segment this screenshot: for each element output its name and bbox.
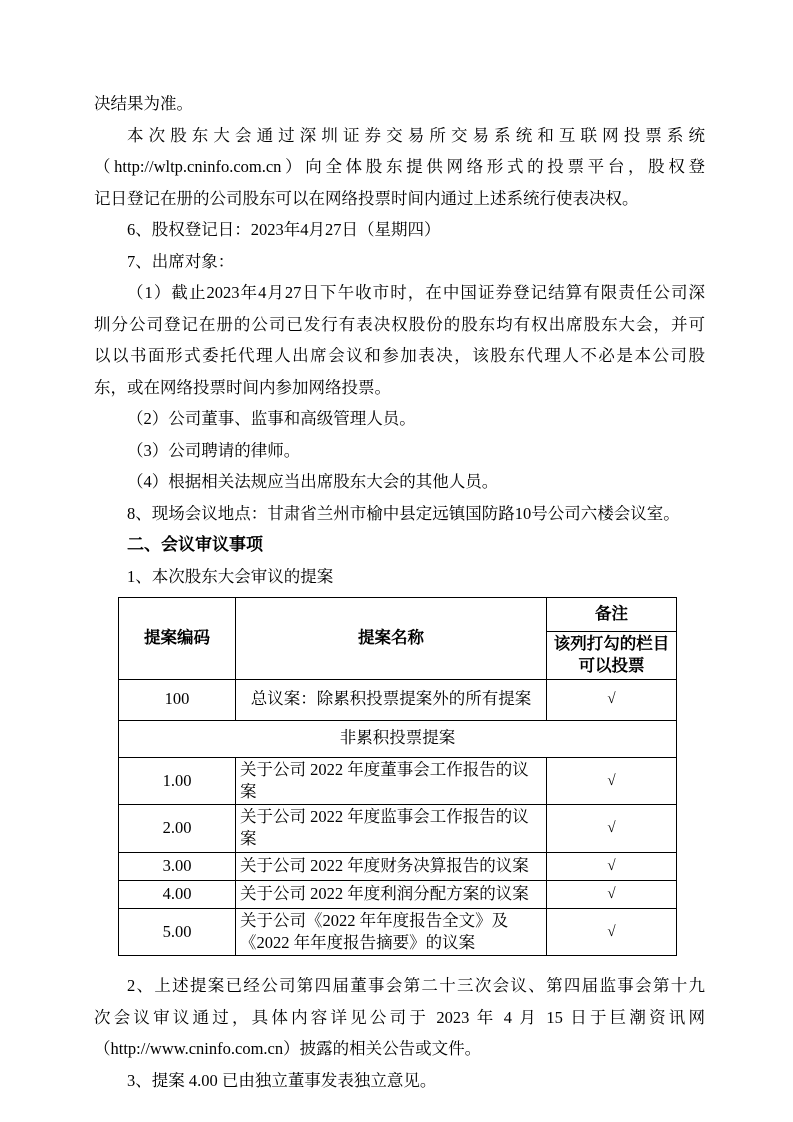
doc-line: （http://wltp.cninfo.com.cn）向全体股东提供网络形式的投票平台，股权登 xyxy=(94,157,705,176)
table-group-row xyxy=(119,720,677,757)
proposal-code-cell: 1.00 xyxy=(119,757,236,805)
doc-line: 圳分公司登记在册的公司已发行有表决权股份的股东均有权出席股东大会，并可 xyxy=(94,314,705,334)
doc-line-meeting-place: 8、现场会议地点：甘肃省兰州市榆中县定远镇国防路10号公司六楼会议室。 xyxy=(127,503,680,523)
proposal-code-cell: 4.00 xyxy=(119,880,236,908)
post-table-text xyxy=(94,970,705,1096)
vote-check-cell: √ xyxy=(547,880,677,908)
doc-line: （http://www.cninfo.com.cn）披露的相关公告或文件。 xyxy=(94,1039,482,1059)
proposal-name-cell: 关于公司 2022 年度财务决算报告的议案 xyxy=(236,852,547,880)
doc-line: （4）根据相关法规应当出席股东大会的其他人员。 xyxy=(127,472,499,491)
group-row-label: 非累积投票提案 xyxy=(119,720,677,757)
header-proposal-code: 提案编码 xyxy=(119,598,236,680)
doc-line: 以以书面形式委托代理人出席会议和参加表决，该股东代理人不必是本公司股 xyxy=(94,346,705,365)
doc-line: 记日登记在册的公司股东可以在网络投票时间内通过上述系统行使表决权。 xyxy=(94,188,639,208)
proposal-code-cell: 5.00 xyxy=(119,908,236,956)
table-row xyxy=(119,908,677,956)
table-row xyxy=(119,880,677,908)
section-heading: 二、会议审议事项 xyxy=(127,535,263,554)
vote-check-cell: √ xyxy=(547,908,677,956)
table-row xyxy=(119,757,677,805)
vote-check-cell: √ xyxy=(547,852,677,880)
vote-check-cell: √ xyxy=(547,805,677,853)
table-row xyxy=(119,852,677,880)
table-caption-line: 1、本次股东大会审议的提案 xyxy=(127,566,334,586)
vote-check-cell: √ xyxy=(547,679,677,720)
doc-line: 东，或在网络投票时间内参加网络投票。 xyxy=(94,377,391,397)
doc-line: （1）截止2023年4月27日下午收市时，在中国证券登记结算有限责任公司深 xyxy=(127,283,705,302)
proposal-name-cell: 关于公司 2022 年度监事会工作报告的议案 xyxy=(236,805,547,853)
proposal-code-cell: 100 xyxy=(119,679,236,720)
proposal-code-cell: 3.00 xyxy=(119,852,236,880)
doc-line: 3、提案 4.00 已由独立董事发表独立意见。 xyxy=(127,1070,437,1090)
table-row xyxy=(119,805,677,853)
header-remark: 备注 xyxy=(547,598,677,632)
table-row xyxy=(119,679,677,720)
doc-line: 本次股东大会通过深圳证券交易所交易系统和互联网投票系统 xyxy=(127,125,705,145)
doc-line: （2）公司董事、监事和高级管理人员。 xyxy=(127,409,416,428)
proposal-name-cell: 总议案：除累积投票提案外的所有提案 xyxy=(236,679,547,720)
header-proposal-name: 提案名称 xyxy=(236,598,547,680)
proposal-code-cell: 2.00 xyxy=(119,805,236,853)
proposals-table xyxy=(118,597,677,956)
doc-line-record-date: 6、股权登记日：2023年4月27日（星期四） xyxy=(127,220,441,239)
proposal-name-cell: 关于公司 2022 年度利润分配方案的议案 xyxy=(236,880,547,908)
vote-check-cell: √ xyxy=(547,757,677,805)
proposal-name-cell: 关于公司 2022 年度董事会工作报告的议案 xyxy=(236,757,547,805)
doc-line: 决结果为准。 xyxy=(94,94,193,113)
doc-line: （3）公司聘请的律师。 xyxy=(127,440,301,460)
doc-line: 次会议审议通过，具体内容详见公司于 2023 年 4 月 15 日于巨潮资讯网 xyxy=(94,1007,705,1027)
doc-line: 2、上述提案已经公司第四届董事会第二十三次会议、第四届监事会第十九 xyxy=(127,976,705,996)
doc-line-attendees: 7、出席对象： xyxy=(127,251,235,271)
table-header-row xyxy=(119,598,677,632)
proposal-name-cell: 关于公司《2022 年年度报告全文》及《2022 年年度报告摘要》的议案 xyxy=(236,908,547,956)
header-remark-note: 该列打勾的栏目可以投票 xyxy=(547,632,677,680)
